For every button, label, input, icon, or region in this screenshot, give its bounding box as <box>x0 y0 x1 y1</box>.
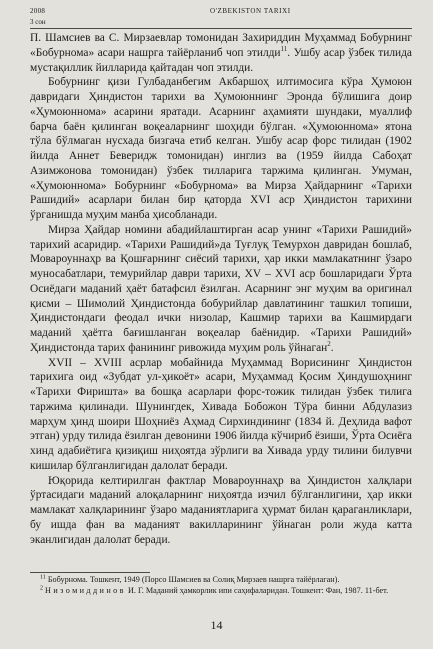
footnotes <box>30 575 412 597</box>
paragraph-text: Юқорида келтирилган фактлар Мовароуннаҳр ва Ҳиндистон халқлари ўртасидаги маданий алоқаларнинг ниҳоятда изчил бўлганлигини, ҳар икки мамлакат халқларининг ўзаро маданиятларига ҳурмат билан қараганликлари, бу ишда фан ва маданият вакилларининг ўйнаган роли жуда катта эканлигидан далолат беради. <box>30 474 412 546</box>
footnote-author: Низомиддинов <box>45 585 126 595</box>
page-number: 14 <box>210 618 223 632</box>
paragraph-text-tail: . Ушбу асар ўзбек тилида мустақиллик йилларида қайтадан чоп этилди. <box>30 46 412 74</box>
paragraph-3 <box>30 223 412 356</box>
paragraph-2 <box>30 75 412 223</box>
header-issue: 3 сон <box>30 18 46 26</box>
paragraph-text: XVII – XVIII асрлар мобайнида Муҳаммад Ворисининг Ҳиндистон тарихига оид «Зубдат ул-ҳикоёт» асари, Муҳаммад Қосим Ҳиндушоҳнинг «Тарихи Фиришта» ва бошқа асарлари форс-тожик тилидан ўзбек тилига таржима қилинади. Шунингдек, Хивада Бобожон Тўра бинни Абдулазиз марҳум ҳинд шоири Шоҳниёз Аҳмад Сирхиндининг (1834 й. Деҳлида вафот этган) урду тилида ёзилган девонини 1906 йилда кўчириб ёзиши, Ўрта Осиёга хинд адабиётига қизиқиш ниҳоятда зўрлиги ва Хивада урду тилини билувчи кишилар бўлганлигидан далолат беради. <box>30 356 412 472</box>
paragraph-text-tail: . <box>330 341 334 354</box>
paragraph-4 <box>30 356 412 474</box>
footnote-mark: 2 <box>40 585 43 592</box>
footnote-text: Бобурнома. Тошкент, 1949 (Порсо Шамсиев ва Солиқ Мирзаев нашрга тайёрлаган). <box>47 575 340 584</box>
footnote-rule <box>30 572 150 573</box>
paragraph-text: П. Шамсиев ва С. Мирзаевлар томонидан Захириддин Муҳаммад Бобурнинг «Бобурнома» асари нашрга тайёрланиб чоп этилди <box>30 32 412 59</box>
footnote-ref: 2 <box>327 339 331 348</box>
body-text <box>30 31 412 547</box>
paragraph-text: Мирза Ҳайдар номини абадийлаштирган асар унинг «Тарихи Рашидий» тарихий асаридир. «Тарихи Рашидий»да Туғлуқ Темурхон давридан бошлаб, Мовароуннаҳр ва Қошғарнинг сиёсий тарихи, ҳар икки мамлакатнинг ўзаро муносабатлари, темурийлар даври тарихи, XV – XVI аср бошларидаги Ўрта Осиёдаги маданий ҳаёт батафсил ёзилган. Асарнинг энг муҳим ва оригинал қисми – Шимолий Ҳиндистонда бобурийлар давлатининг ташкил топиши, Ҳиндистондаги феодал ички низолар, Кашмир тарихи ва Кашмирдаги маданий ҳаётга бағишланган воқеалар баёнидир. «Тарихи Рашидий» Ҳиндистонда тарих фанининг ривожида муҳим роль ўйнаган <box>30 223 412 354</box>
footnote-1 <box>30 575 412 586</box>
paragraph-1 <box>30 31 412 75</box>
paragraph-5 <box>30 474 412 548</box>
header-rule <box>30 28 412 29</box>
footnote-2 <box>30 586 412 597</box>
header-year: 2008 <box>30 7 46 15</box>
paragraph-text: Бобурнинг қизи Гулбаданбегим Акбаршоҳ илтимосига кўра Ҳумоюн давридаги Ҳиндистон тарихи ва Ҳумоюннинг Эронда бўлишига доир «Ҳумоюннома» асарини яратади. Асарнинг аҳамияти шундаки, муаллиф барча баён қилинган воқеаларнинг шоҳиди бўлган. «Ҳумоюннома» ятона тўла бўлмаган нусхада бизгача етиб келган. Ушбу асар форс тилидан (1902 йилда Аннет Беверидж томонидан) инглиз ва (1959 йилда Сабоҳат Азимжонова томонидан) ўзбек тилларига таржима қилинган. Умуман, «Ҳумоюннома» Бобурнинг «Бобурнома» ва Мирза Ҳайдарнинг «Тарихи Рашидий» асарлари билан бир қаторда XVI аср Ҳиндистон тарихини ўрганишда муҳим манба ҳисобланади. <box>30 76 412 221</box>
header-journal-title: O'ZBEKISTON TARIXI <box>210 7 291 15</box>
footnote-text: И. Г. Маданий ҳамкорлик ипи саҳифаларидан. Тошкент: Фан, 1987. 11-бет. <box>125 585 389 595</box>
footnote-mark: 11 <box>40 574 46 581</box>
footnote-ref: 11 <box>280 44 288 53</box>
